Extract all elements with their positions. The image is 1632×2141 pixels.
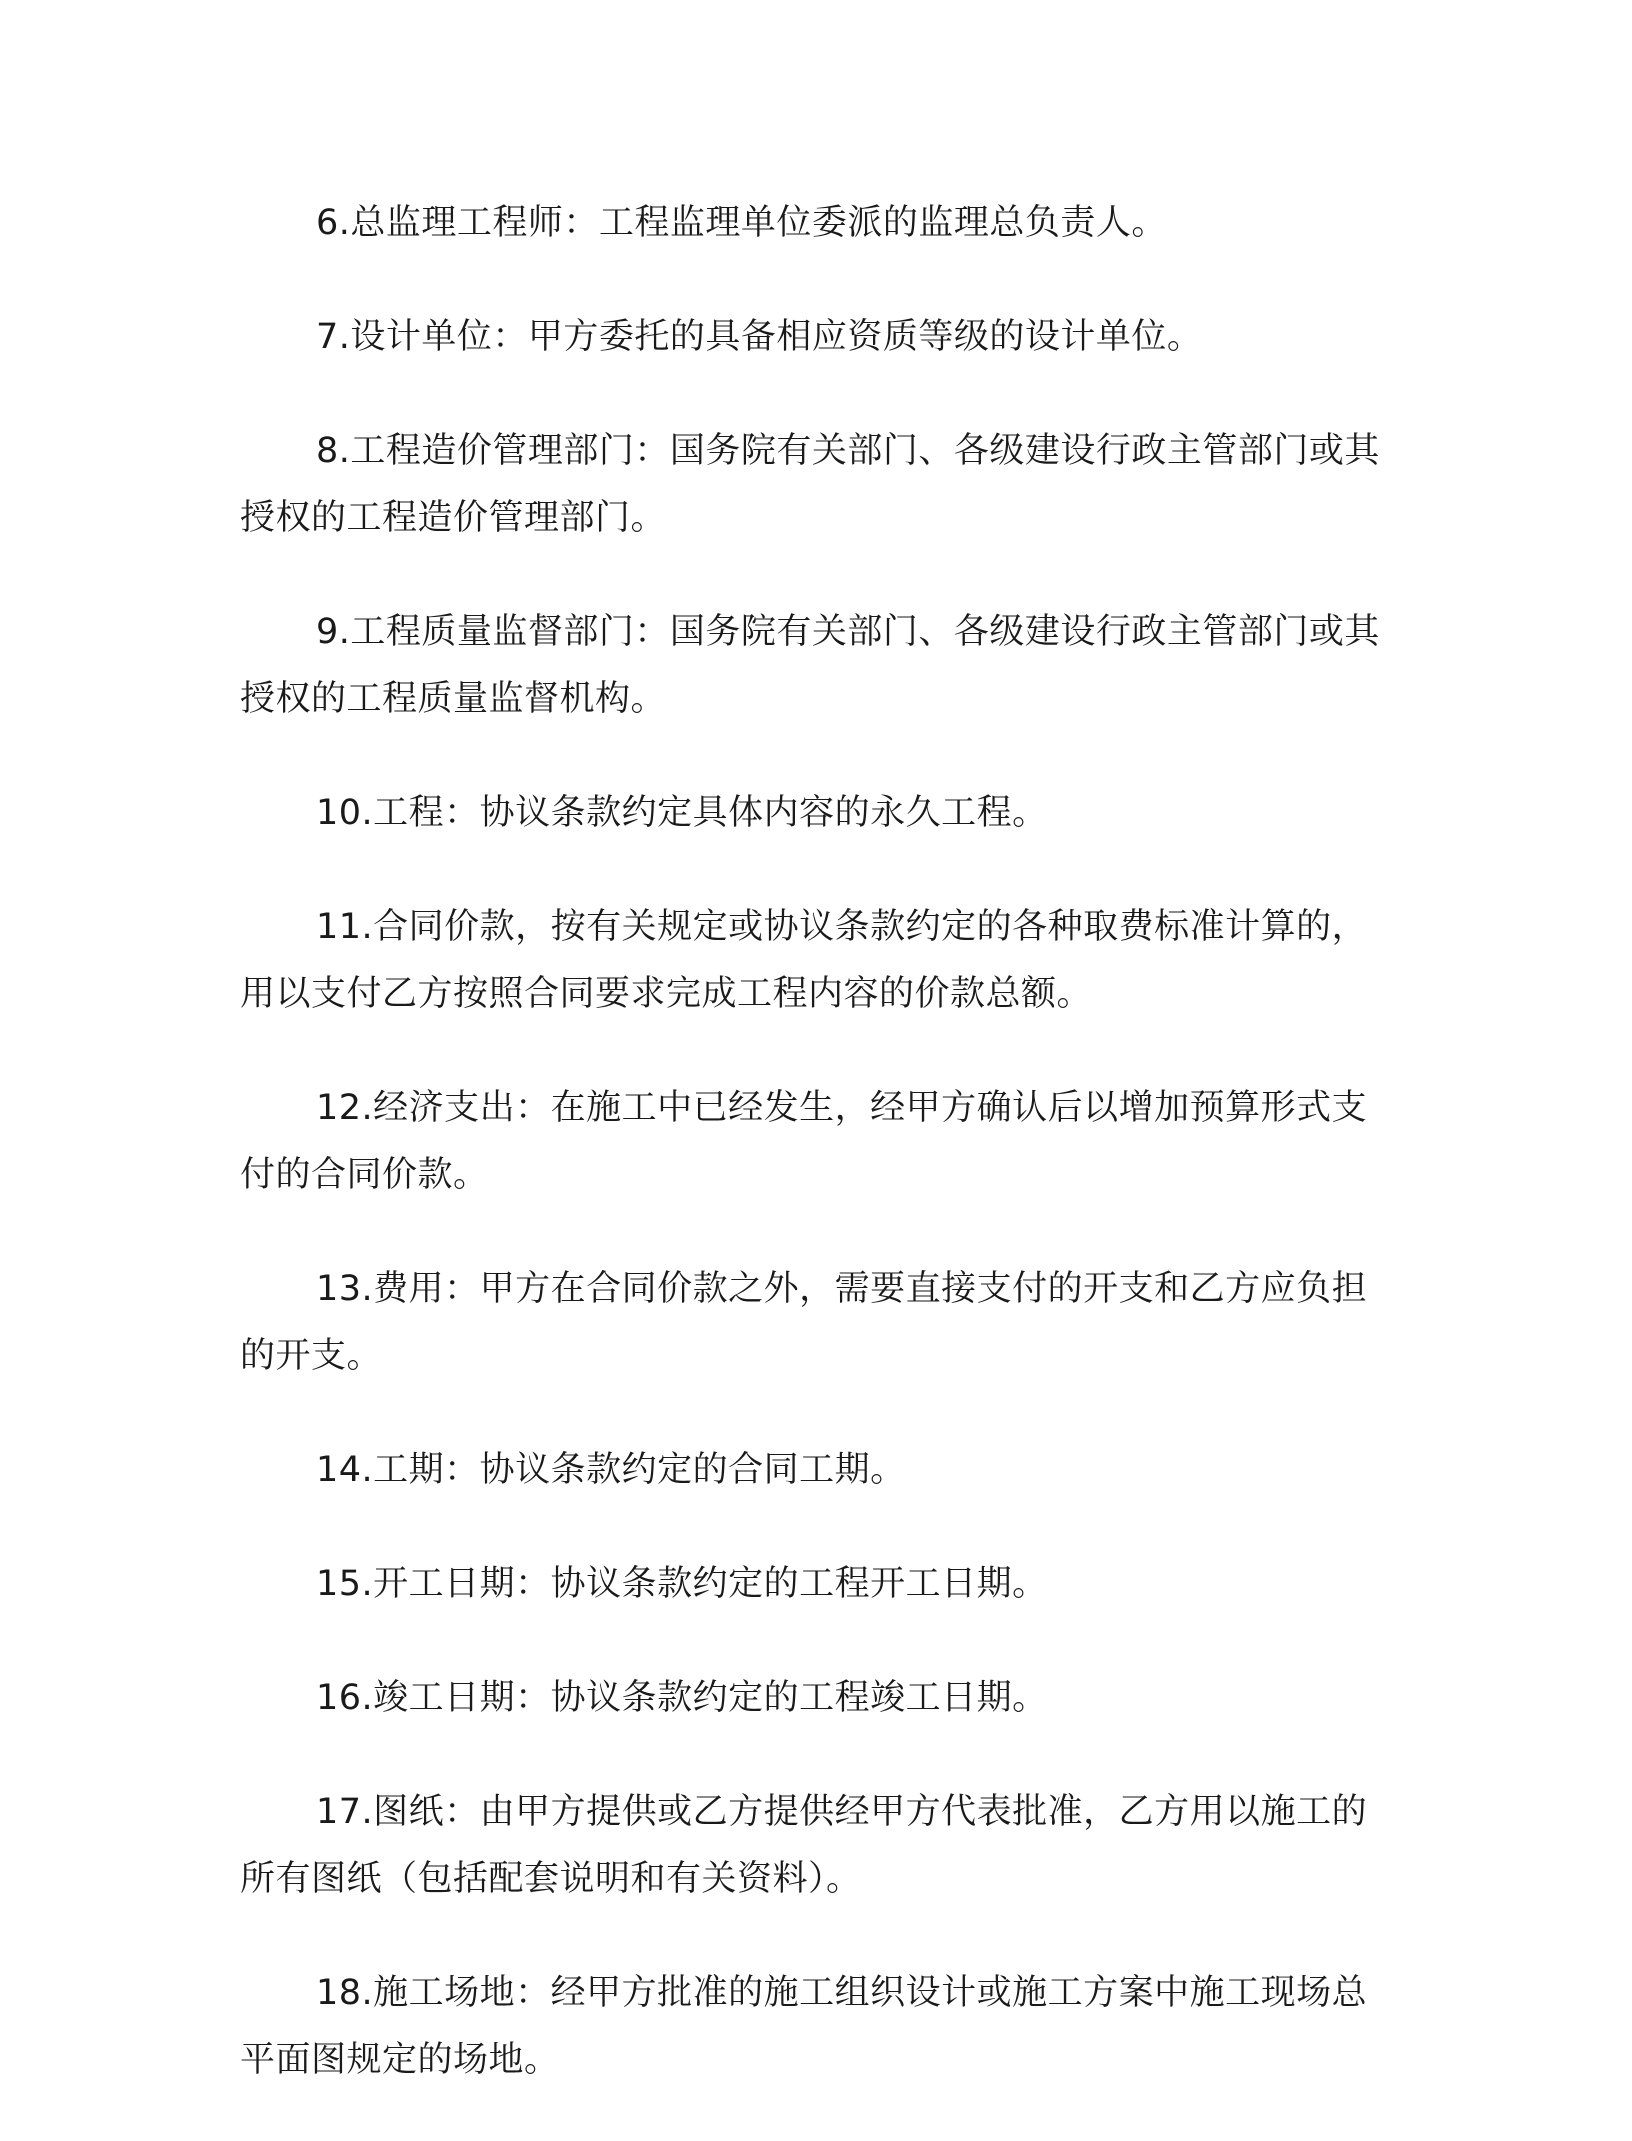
clause-15: 15.开工日期：协议条款约定的工程开工日期。 [316,1564,1048,1604]
clause-18: 18.施工场地：经甲方批准的施工组织设计或施工方案中施工现场总平面图规定的场地。 [240,1973,1368,2080]
clause-8: 8.工程造价管理部门：国务院有关部门、各级建设行政主管部门或其授权的工程造价管理部门。 [240,431,1380,538]
clause-10: 10.工程：协议条款约定具体内容的永久工程。 [316,793,1048,833]
clause-11: 11.合同价款，按有关规定或协议条款约定的各种取费标准计算的，用以支付乙方按照合同要求完成工程内容的价款总额。 [240,907,1368,1014]
clause-16: 16.竣工日期：协议条款约定的工程竣工日期。 [316,1678,1048,1718]
clause-17: 17.图纸：由甲方提供或乙方提供经甲方代表批准，乙方用以施工的所有图纸（包括配套说明和有关资料）。 [240,1792,1368,1899]
clause-12: 12.经济支出：在施工中已经发生，经甲方确认后以增加预算形式支付的合同价款。 [240,1088,1368,1195]
clause-6: 6.总监理工程师：工程监理单位委派的监理总负责人。 [316,203,1167,243]
clause-9: 9.工程质量监督部门：国务院有关部门、各级建设行政主管部门或其授权的工程质量监督机构。 [240,612,1380,719]
document-body [240,190,1400,2141]
clause-7: 7.设计单位：甲方委托的具备相应资质等级的设计单位。 [316,317,1203,357]
clause-13: 13.费用：甲方在合同价款之外，需要直接支付的开支和乙方应负担的开支。 [240,1269,1368,1376]
clause-14: 14.工期：协议条款约定的合同工期。 [316,1450,906,1490]
